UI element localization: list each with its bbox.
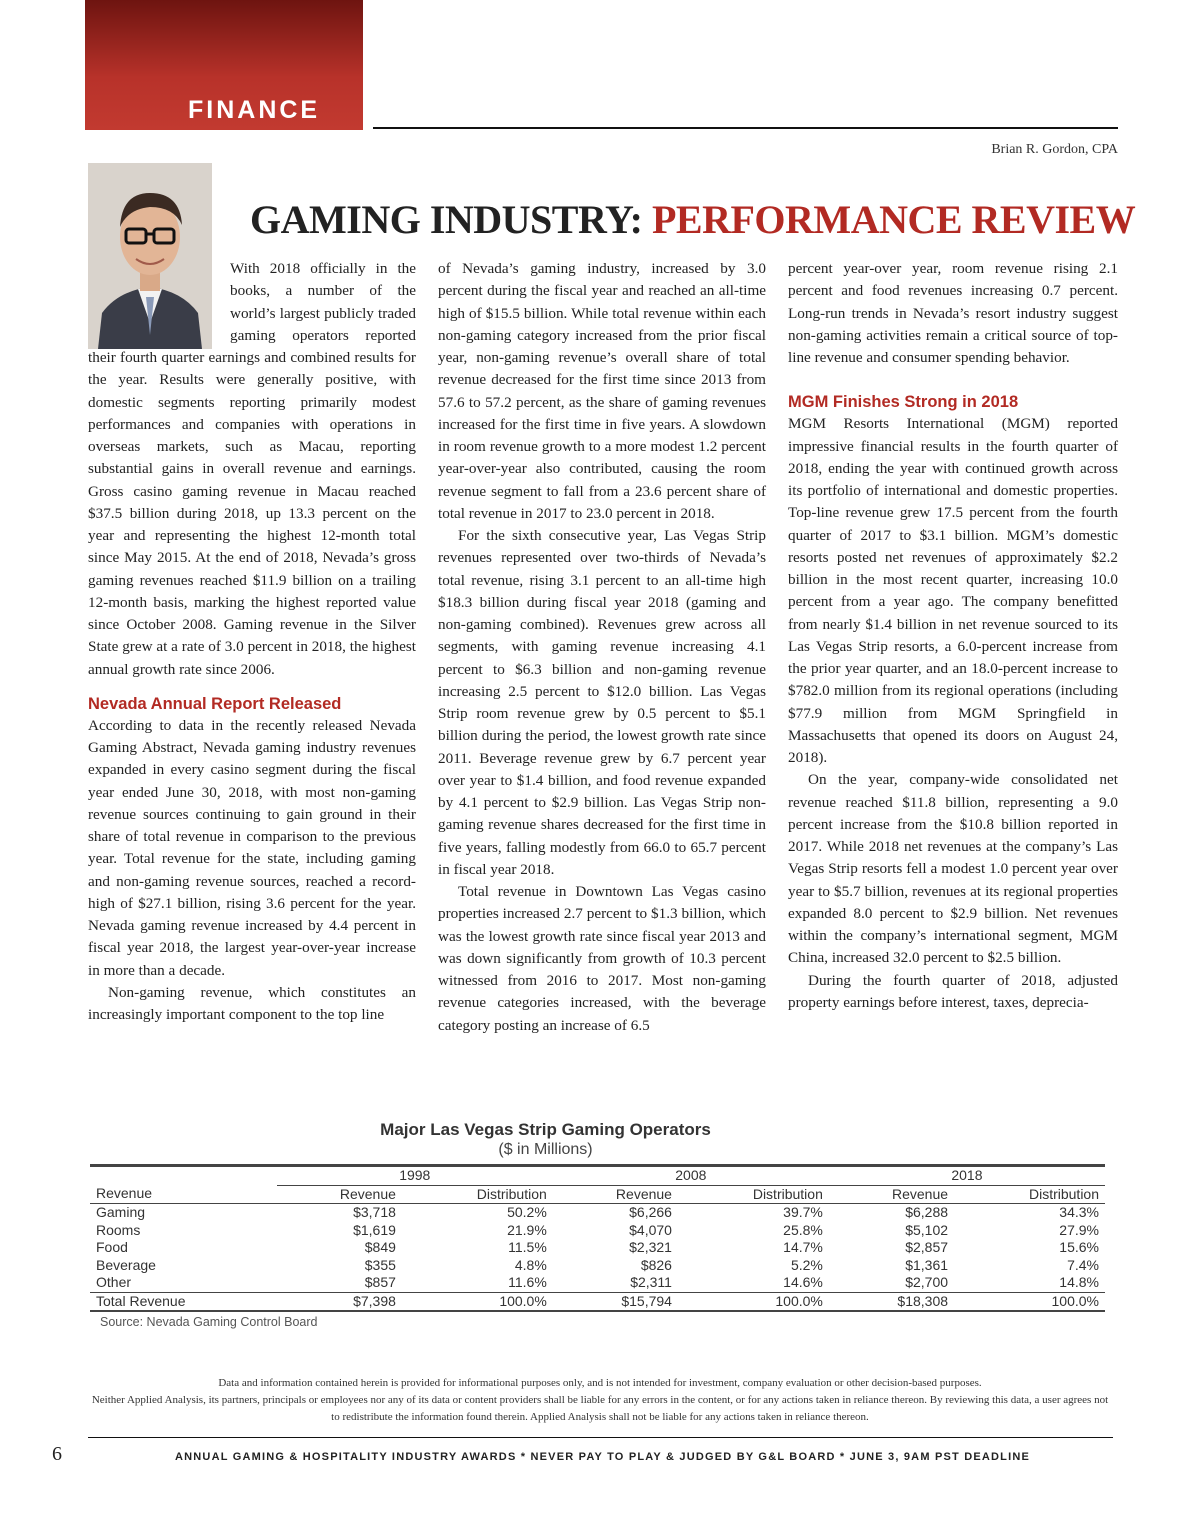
cell: $4,070	[629, 1221, 672, 1238]
table-row	[90, 1257, 1105, 1275]
col-header: Revenue	[553, 1185, 678, 1204]
paragraph: percent year-over year, room revenue rising 2.1 percent and food revenues increasing 0.7 percent. Long-run trends in Nevada’s resort industry suggest non-gaming activities remain a critical source of top-line revenue and consumer spending behavior.	[788, 260, 1118, 366]
cell: 39.7%	[783, 1204, 823, 1220]
row-label: Gaming	[96, 1204, 146, 1220]
table-row	[90, 1222, 1105, 1240]
operators-table-block	[90, 1120, 1105, 1329]
cell: $6,288	[905, 1204, 949, 1220]
cell: 14.7%	[783, 1239, 823, 1255]
cell: $5,102	[905, 1221, 949, 1238]
col-header: Distribution	[402, 1185, 553, 1204]
cell: $3,718	[353, 1204, 396, 1220]
paragraph: According to data in the recently released Nevada Gaming Abstract, Nevada gaming industry revenues expanded in every casino segment during the fiscal year ended June 30, 2018, with most non-gaming revenue sources continuing to gain ground in their share of total revenue in comparison to the previous year. Total revenue for the state, including gaming and non-gaming revenue sources, reached a record-high of $27.1 billion, rising 3.6 percent for the year. Nevada gaming revenue increased by 4.4 percent in fiscal year 2018, the largest year-over-year increase in more than a decade.	[88, 716, 416, 979]
cell: $1,361	[905, 1256, 949, 1273]
year-header: 2008	[553, 1166, 829, 1186]
cell: $18,308	[829, 1292, 954, 1311]
cell: $355	[364, 1256, 396, 1273]
cell: 34.3%	[1059, 1204, 1099, 1220]
cell: $1,619	[353, 1221, 396, 1238]
paragraph: MGM Resorts International (MGM) reported impressive financial results in the fourth quarter of 2018, ending the year with continued growth across its portfolio of international and domestic properties. Top-line revenue grew 17.5 percent from the fourth quarter of 2017 to $3.1 billion. MGM’s domestic resorts posted net revenues of approximately $2.2 billion in the most recent quarter, increasing 10.0 percent from a year ago. The company benefitted from nearly $1.4 billion in net revenue sourced to its Las Vegas Strip resorts, a 6.0-percent increase from the prior year quarter, and an 18.0-percent increase to $782.0 million from its regional operations (including $77.9 million from MGM Springfield in Massachusetts that opened its doors on August 24, 2018).	[788, 415, 1118, 766]
page-number: 6	[52, 1443, 62, 1465]
cell: $15,794	[553, 1292, 678, 1311]
year-header: 1998	[277, 1166, 553, 1186]
col-header: Distribution	[678, 1185, 829, 1204]
cell: 14.8%	[1059, 1274, 1099, 1290]
column-3	[788, 258, 1118, 1014]
header-rule	[373, 127, 1118, 129]
row-label: Rooms	[96, 1221, 141, 1238]
col-header: Distribution	[954, 1185, 1105, 1204]
subheading-mgm: MGM Finishes Strong in 2018	[788, 393, 1019, 412]
cell: 5.2%	[790, 1256, 823, 1273]
headline-red: PERFORMANCE REVIEW	[652, 197, 1136, 242]
cell: 14.6%	[783, 1274, 823, 1290]
section-label: FINANCE	[188, 96, 321, 124]
headline	[250, 196, 1135, 243]
cell: 4.8%	[514, 1256, 547, 1273]
subheading-nevada: Nevada Annual Report Released	[88, 694, 342, 713]
cell: $849	[364, 1239, 396, 1255]
cell: $2,311	[630, 1274, 672, 1290]
cell: $2,321	[629, 1239, 672, 1255]
table-row	[90, 1239, 1105, 1257]
paragraph: Non-gaming revenue, which constitutes an increasingly important component to the top line	[88, 983, 416, 1023]
headline-black: GAMING INDUSTRY:	[250, 197, 643, 242]
year-header: 2018	[829, 1166, 1105, 1186]
cell: 100.0%	[954, 1292, 1105, 1311]
disclaimer	[90, 1375, 1110, 1426]
table-source: Source: Nevada Gaming Control Board	[100, 1315, 318, 1329]
paragraph: of Nevada’s gaming industry, increased by 3.0 percent during the fiscal year and reached an all-time high of $15.5 billion. While total revenue within each non-gaming category increased from the prior fiscal year, non-gaming revenue’s overall share of total revenue decreased for the first time since 2013 from 57.6 to 57.2 percent, as the share of gaming revenues increased for the first time in five years. A slowdown in room revenue growth to a more modest 1.2 percent year-over-year also contributed, causing the room revenue segment to fall from a 23.6 percent share of total revenue in 2017 to 23.0 percent in 2018.	[438, 260, 766, 522]
cell: 21.9%	[507, 1221, 547, 1238]
cell: 11.6%	[508, 1274, 547, 1290]
row-label: Food	[96, 1239, 128, 1255]
cell: 7.4%	[1067, 1256, 1099, 1273]
table-row	[90, 1204, 1105, 1222]
row-label: Other	[96, 1274, 132, 1290]
cell: 11.5%	[508, 1239, 547, 1255]
footer-rule	[88, 1437, 1113, 1438]
cell: 100.0%	[402, 1292, 553, 1311]
table-row	[90, 1274, 1105, 1292]
operators-table	[90, 1164, 1105, 1312]
cell: $2,700	[905, 1274, 949, 1290]
column-2	[438, 258, 766, 1037]
table-total-row	[90, 1292, 1105, 1311]
col-header: Revenue	[277, 1185, 402, 1204]
cell: 50.2%	[507, 1204, 547, 1220]
cell: 25.8%	[783, 1221, 823, 1238]
cell: 15.6%	[1059, 1239, 1099, 1255]
cell: $857	[364, 1274, 396, 1290]
cell: $2,857	[905, 1239, 949, 1255]
paragraph: On the year, company-wide consolidated net revenue reached $11.8 billion, representing a 9.0 percent increase from the $10.8 billion reported in 2017. While 2018 net revenues at the company’s Las Vegas Strip resorts fell a modest 1.0 percent year over year to $5.7 billion, revenues at its regional properties expanded 8.0 percent to $2.9 billion. Net revenues within the company’s international segment, MGM China, increased 32.0 percent to $2.5 billion.	[788, 771, 1118, 967]
paragraph: With 2018 officially in the books, a number of the world’s largest publicly traded gaming operators reported their fourth quarter earnings and combined results for the year. Results were generally positive, with domestic segments reporting primarily modest performances and companies with operations in overseas markets, such as Macau, reporting substantial gains in overall revenue and earnings. Gross casino gaming revenue in Macau reached $37.5 billion during 2018, up 13.3 percent on the year and representing the highest 12-month total since May 2015. At the end of 2018, Nevada’s gross gaming revenues reached $11.9 billion on a trailing 12-month basis, marking the highest reported value since October 2008. Gaming revenue in the Silver State grew at a rate of 3.0 percent in 2018, the highest annual growth rate since 2006.	[88, 260, 416, 678]
table-title: Major Las Vegas Strip Gaming Operators	[380, 1120, 711, 1139]
cell: $7,398	[277, 1292, 402, 1311]
paragraph: For the sixth consecutive year, Las Vegas Strip revenues represented over two-thirds of Nevada’s total revenue, rising 3.1 percent to an all-time high $18.3 billion during fiscal year 2018 (gaming and non-gaming combined). Revenues grew across all segments, with gaming revenue increasing 4.1 percent to $6.3 billion and non-gaming revenue increasing 2.5 percent to $12.0 billion. Las Vegas Strip room revenue grew by 0.5 percent to $5.1 billion during the period, the lowest growth rate since 2011. Beverage revenue grew by 6.7 percent year over year to $1.4 billion, and food revenue expanded by 4.1 percent to $2.9 billion. Las Vegas Strip non-gaming revenue shares decreased for the first time in five years, falling modestly from 66.0 to 65.7 percent in fiscal year 2018.	[438, 527, 766, 878]
cell: $6,266	[629, 1204, 672, 1220]
cell: 27.9%	[1059, 1221, 1099, 1238]
disclaimer-line: Data and information contained herein is provided for informational purposes only, and is not intended for investment, company evaluation or other decision-based purposes.	[218, 1377, 982, 1389]
col-header: Revenue	[90, 1185, 277, 1204]
author-name: Brian R. Gordon, CPA	[991, 142, 1118, 157]
column-1	[88, 258, 416, 1026]
row-label: Beverage	[96, 1256, 156, 1273]
paragraph: During the fourth quarter of 2018, adjusted property earnings before interest, taxes, deprecia-	[788, 971, 1118, 1011]
col-header: Revenue	[829, 1185, 954, 1204]
footer-banner-text: ANNUAL GAMING & HOSPITALITY INDUSTRY AWARDS * NEVER PAY TO PLAY & JUDGED BY G&L BOARD * JUNE 3, 9AM PST DEADLINE	[175, 1451, 1031, 1463]
cell: 100.0%	[678, 1292, 829, 1311]
cell: $826	[640, 1256, 672, 1273]
paragraph: Total revenue in Downtown Las Vegas casino properties increased 2.7 percent to $1.3 billion, which was the lowest growth rate since fiscal year 2013 and was down significantly from growth of 10.3 percent witnessed from 2016 to 2017. Most non-gaming revenue categories increased, with the beverage category posting an increase of 6.5	[438, 883, 766, 1034]
table-subtitle: ($ in Millions)	[498, 1141, 593, 1158]
disclaimer-line: Neither Applied Analysis, its partners, principals or employees nor any of its data or content providers shall be liable for any errors in the content, or for any actions taken in reliance thereon. By reviewing this data, a user agrees not to redistribute the information found therein. Applied Analysis shall not be liable for any actions taken in reliance thereon.	[91, 1394, 1109, 1423]
row-label: Total Revenue	[90, 1292, 277, 1311]
